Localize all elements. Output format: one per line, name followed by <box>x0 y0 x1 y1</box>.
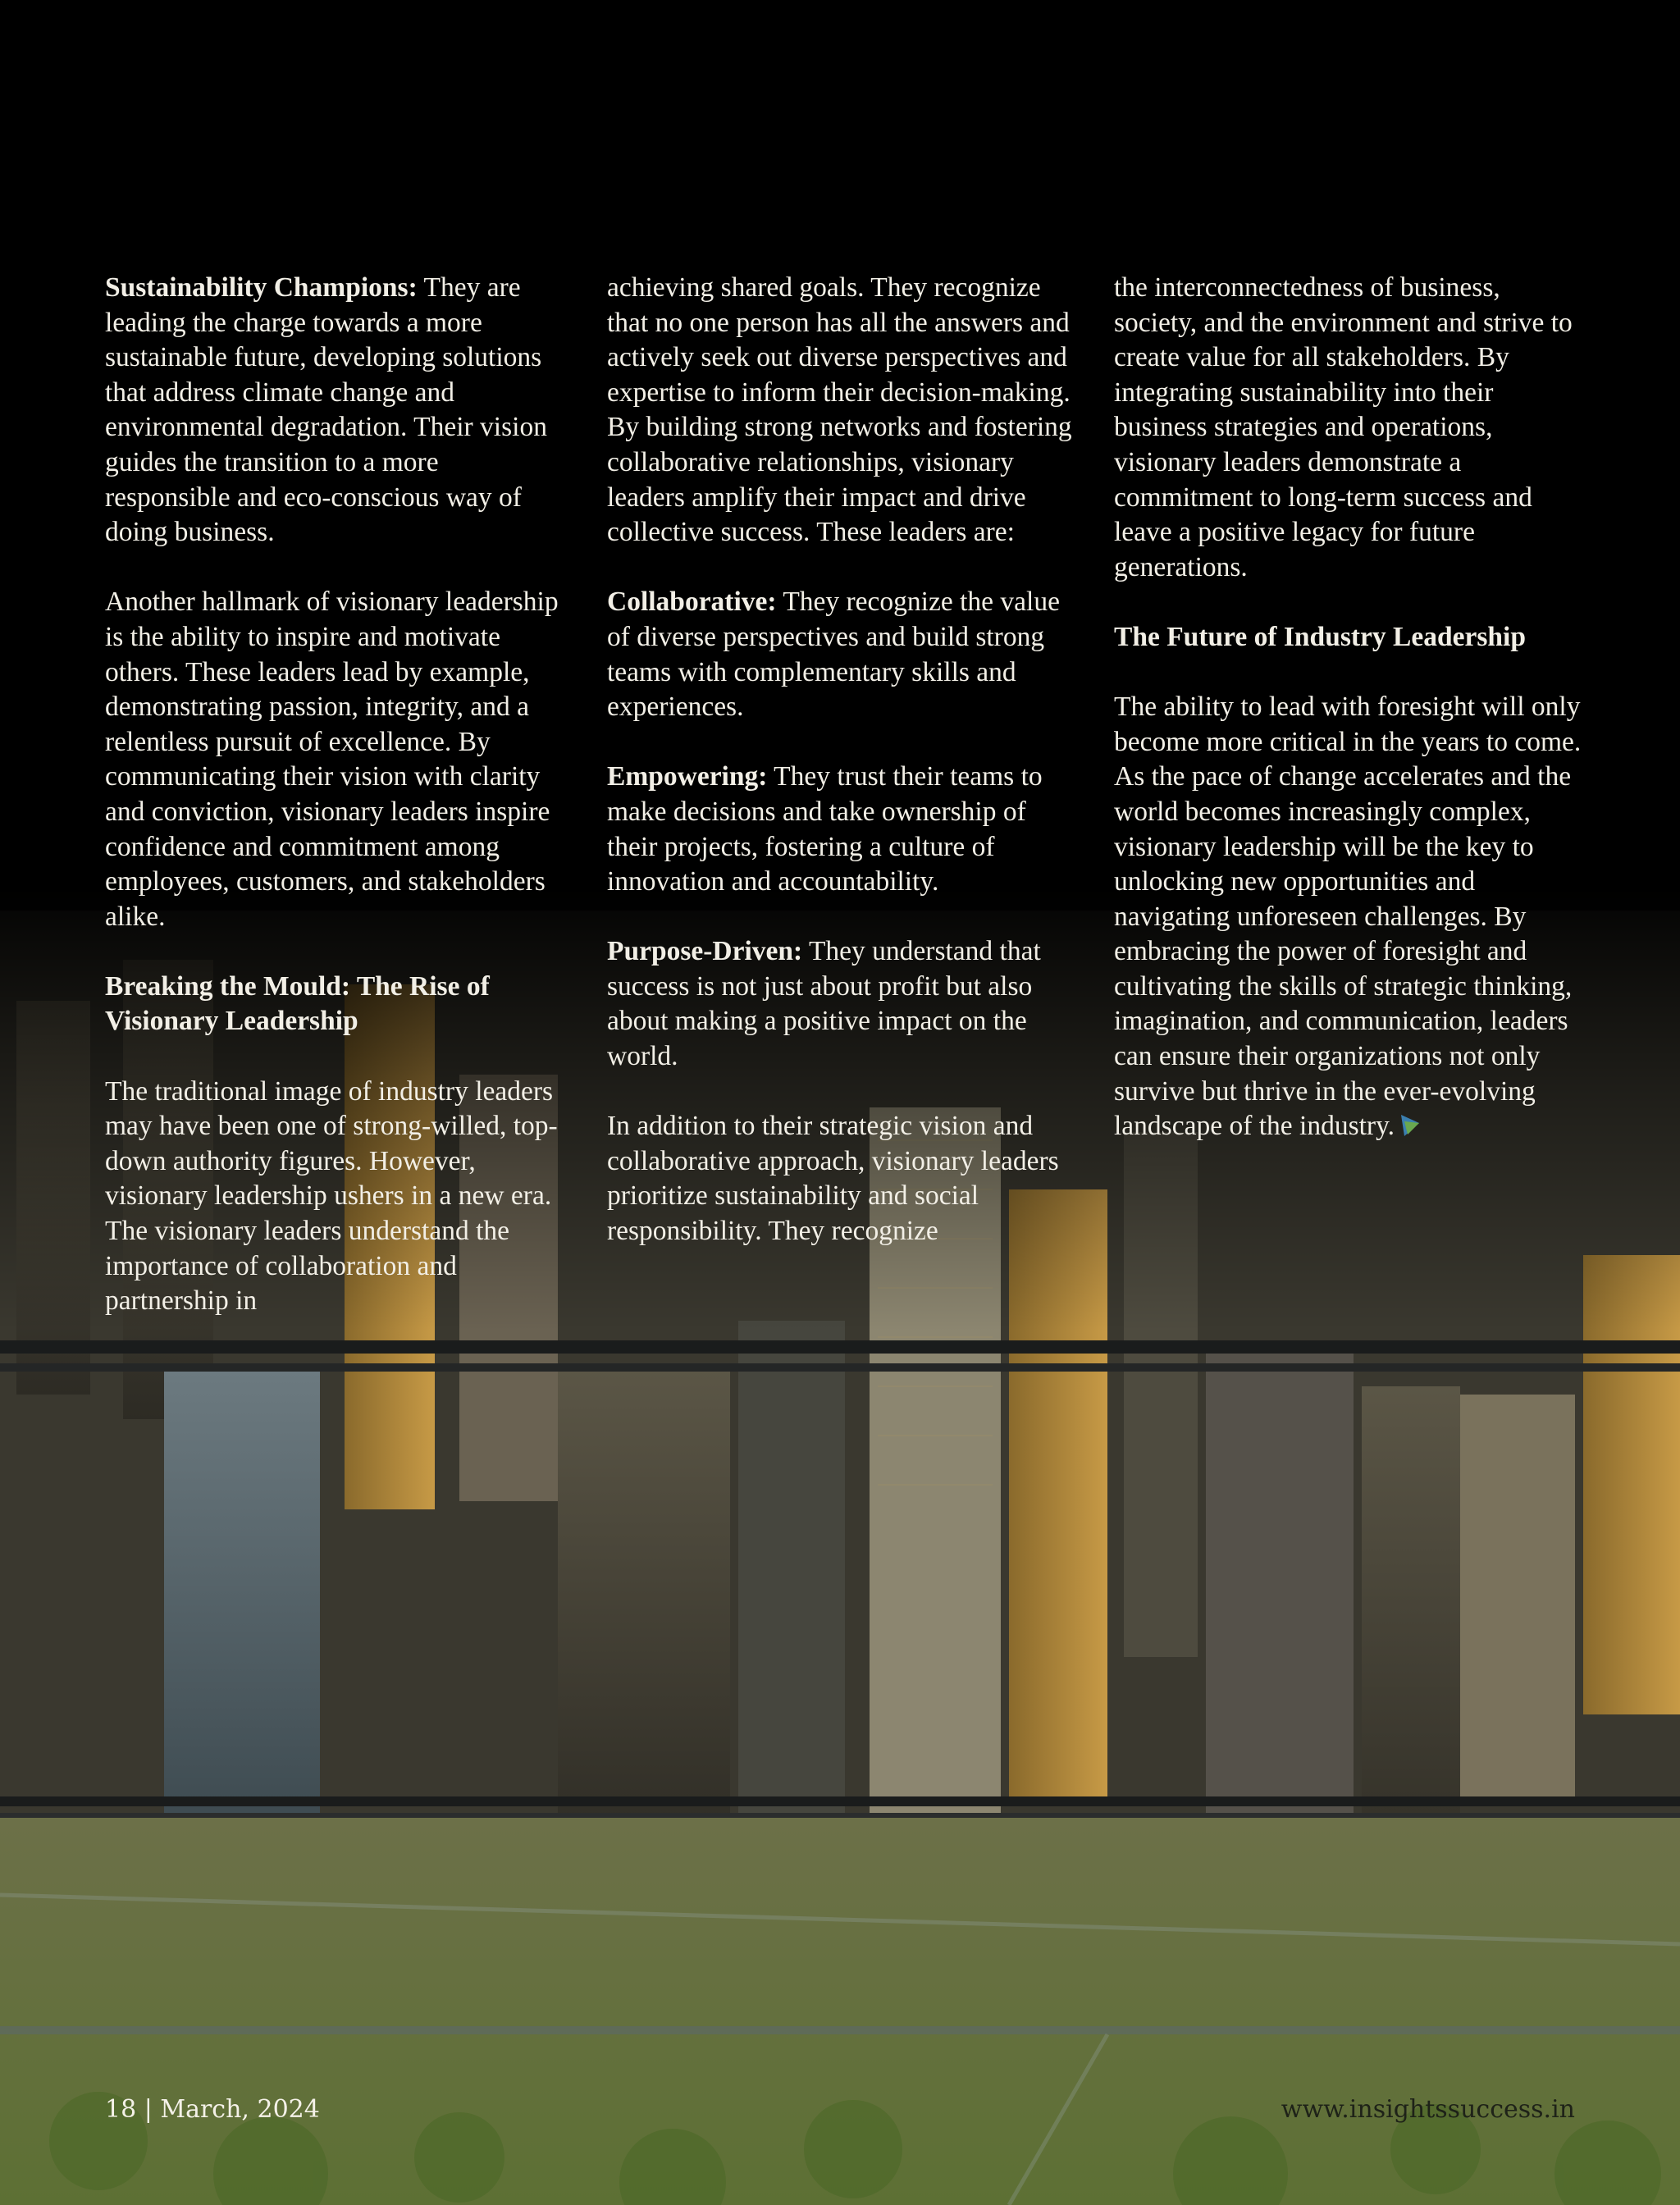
paragraph-shared-goals: achieving shared goals. They recognize that no one person has all the answers and actively seek out diverse perspectives and expertise to inform their decision-making. By building strong networks and fostering collaborative relationships, visionary leaders amplify their impact and drive collective success. These leaders are: <box>607 272 1072 548</box>
footer-page-info: 18 | March, 2024 <box>105 2095 320 2124</box>
paragraph-sustainability-responsibility: In addition to their strategic vision and collaborative approach, visionary leaders prioritize sustainability and social responsibility. They recognize <box>607 1111 1059 1247</box>
column-2 <box>607 271 1083 1249</box>
paragraph-text: They understand that success is not just about profit but also about making a positive impact on the world. <box>607 936 1041 1072</box>
paragraph-collaborative <box>607 585 1083 724</box>
column-1 <box>105 271 564 1319</box>
paragraph-text: The ability to lead with foresight will only become more critical in the years to come. As the pace of change accelerates and the world becomes increasingly complex, visionary leadership will be the key to unlocking new opportunities and navigating unforeseen challenges. By embracing the power of foresight and cultivating the skills of strategic thinking, imagination, and communication, leaders can ensure their organizations not only survive but thrive in the ever-evolving landscape of the industry. <box>1114 692 1582 1142</box>
section-heading: Breaking the Mould: The Rise of Visionary Leadership <box>105 970 490 1037</box>
lead-in-label: Empowering: <box>607 761 768 792</box>
paragraph-empowering <box>607 760 1083 899</box>
paragraph-future <box>1114 690 1590 1144</box>
paragraph-traditional-image: The traditional image of industry leaders may have been one of strong-willed, top-down authority figures. However, visionary leadership ushers in a new era. The visionary leaders understand the importance of collaboration and partnership in <box>105 1075 558 1317</box>
lead-in-label: Sustainability Champions: <box>105 272 418 303</box>
paragraph-text: They trust their teams to make decisions and take ownership of their projects, fostering a culture of innovation and accountability. <box>607 761 1043 897</box>
leaf-end-mark-icon <box>1399 1113 1421 1138</box>
paragraph-sustainability-champions <box>105 271 564 550</box>
section-heading: The Future of Industry Leadership <box>1114 621 1526 652</box>
paragraph-purpose-driven <box>607 934 1083 1074</box>
paragraph-interconnectedness: the interconnectedness of business, society, and the environment and strive to create value for all stakeholders. By integrating sustainability into their business strategies and operations, visionary leaders demonstrate a commitment to long-term success and leave a positive legacy for future generations. <box>1114 272 1573 582</box>
paragraph-text: They are leading the charge towards a more sustainable future, developing solutions that address climate change and environmental degradation. Their vision guides the transition to a more responsible and eco-conscious way of doing business. <box>105 272 547 548</box>
lead-in-label: Collaborative: <box>607 587 777 618</box>
footer-website[interactable]: www.insightssuccess.in <box>1281 2095 1575 2124</box>
paragraph-text: They recognize the value of diverse perspectives and build strong teams with complementary skills and experiences. <box>607 587 1060 723</box>
column-3 <box>1114 271 1590 1144</box>
paragraph-inspire: Another hallmark of visionary leadership is the ability to inspire and motivate others. These leaders lead by example, demonstrating passion, integrity, and a relentless pursuit of excellence. By communicating their vision with clarity and conviction, visionary leaders inspire confidence and commitment among employees, customers, and stakeholders alike. <box>105 587 559 932</box>
lead-in-label: Purpose-Driven: <box>607 936 803 967</box>
